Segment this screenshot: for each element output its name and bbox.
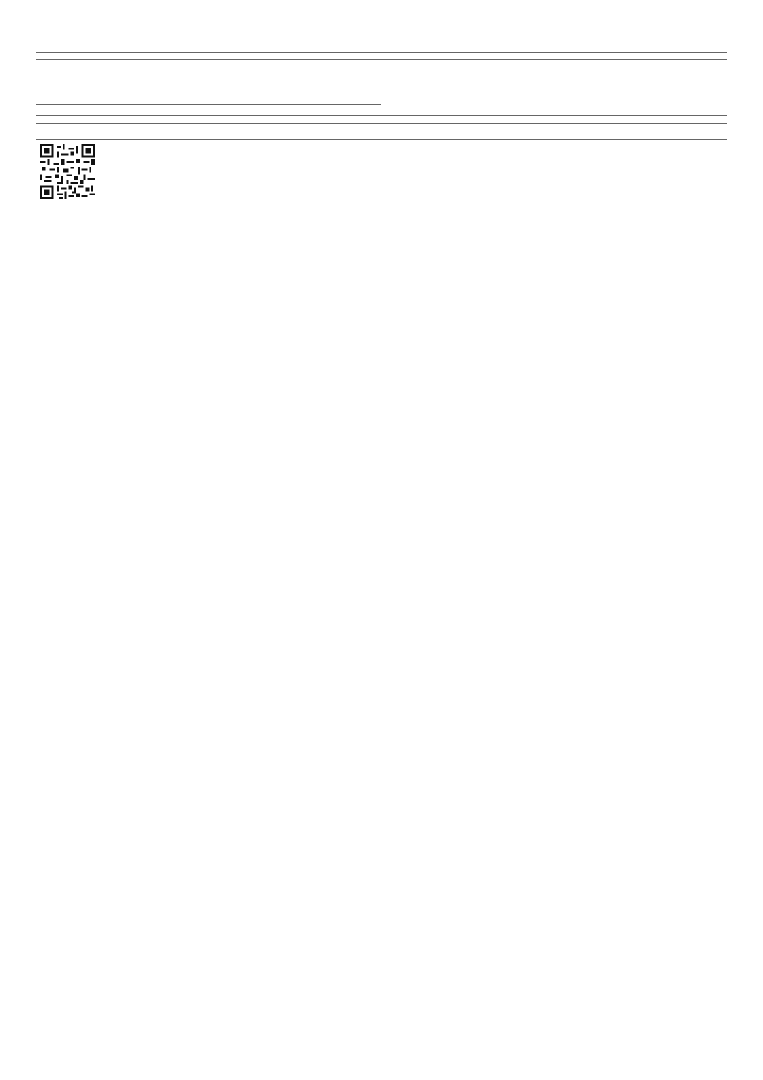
inspection-place-section [36,52,727,60]
workshop-title [36,115,727,123]
other-info-text [36,131,727,139]
inspector-name [36,105,727,115]
signature-area [36,60,727,104]
other-info-title [36,123,727,131]
footer-company [117,144,423,199]
qr-code [40,144,95,199]
footer [36,139,727,199]
checklist [36,52,727,199]
inspection-place-title [36,53,727,59]
